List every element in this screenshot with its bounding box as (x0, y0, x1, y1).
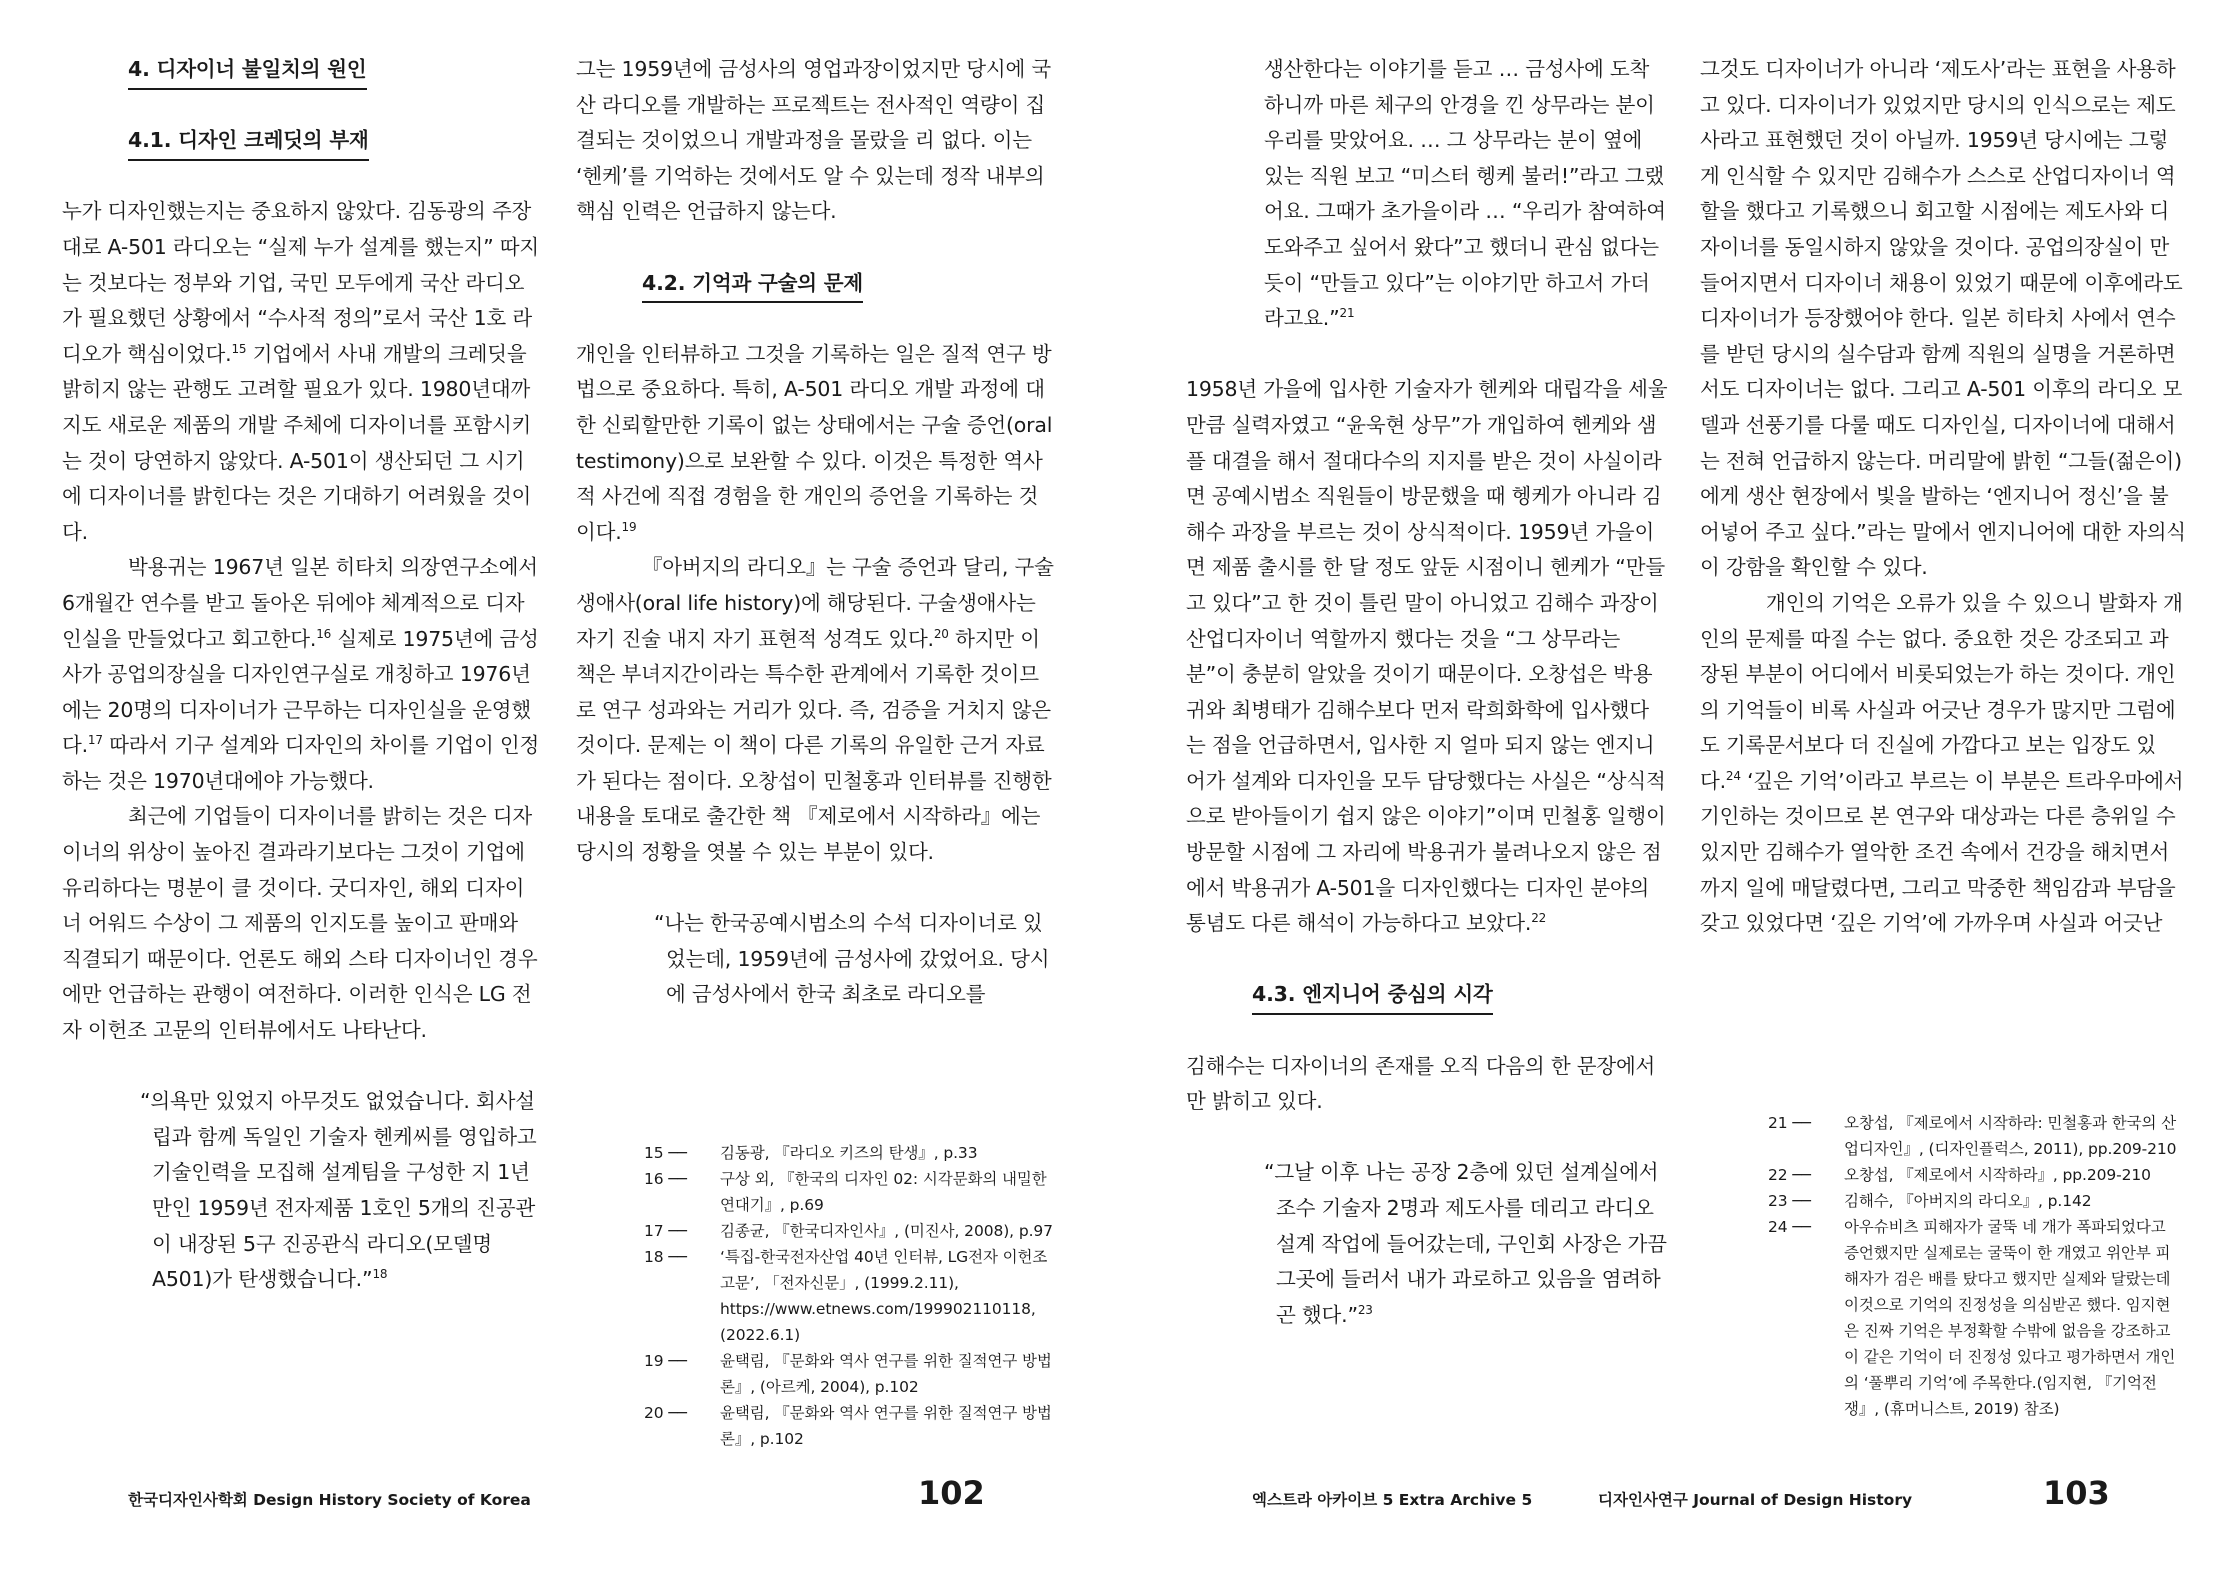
footnote: 18 ── ‘특집-한국전자산업 40년 인터뷰, LG전자 이헌조 고문’, 「전자신문」, (1999.2.11), https://www.etnews.com/199902110118, (2022.6.1) (644, 1248, 1048, 1344)
subsection-heading: 4.2. 기억과 구술의 문제 (642, 266, 863, 304)
paragraph: 누가 디자인했는지는 중요하지 않았다. 김동광의 주장대로 A-501 라디오는 “실제 누가 설계를 했는지” 따지는 것보다는 정부와 기업, 국민 모두에게 국산 라디오가 필요했던 상황에서 “수사적 정의”로서 국산 1호 라디오가 핵심이었다.$^{15}$ 기업에서 사내 개발의 크레딧을 밝히지 않는 관행도 고려할 필요가 있다. 1980년대까지도 새로운 제품의 개발 주체에 디자이너를 포함시키는 것이 당연하지 않았다. A-501이 생산되던 그 시기에 디자이너를 밝힌다는 것은 기대하기 어려웠을 것이다. (62, 199, 540, 544)
footnote: 21 ── 오창섭, 『제로에서 시작하라: 민철홍과 한국의 산업디자인』, (디자인플럭스, 2011), pp.209-210 (1768, 1114, 2177, 1158)
page-number-left: 102 (918, 1474, 985, 1512)
paragraph: 김해수는 디자이너의 존재를 오직 다음의 한 문장에서만 밝히고 있다. (1186, 1053, 1656, 1114)
footnote: 24 ── 아우슈비츠 피해자가 굴뚝 네 개가 폭파되었다고 증언했지만 실제로는 굴뚝이 한 개였고 위안부 피해자가 검은 배를 탔다고 했지만 실제와 달랐는데 이것으로 기억의 진정성을 의심받곤 했다. 임지현은 진짜 기억은 부정확할 수밖에 없음을 강조하고 이 같은 기억이 더 진정성 있다고 평가하면서 개인의 ‘풀뿌리 기억’에 주목한다.(임지현, 『기억전쟁』, (휴머니스트, 2019) 참조) (1768, 1218, 2176, 1418)
footnotes-left (644, 1140, 1054, 1452)
footnote: 16 ── 구상 외, 『한국의 디자인 02: 시각문화의 내밀한 연대기』, p.69 (644, 1170, 1047, 1214)
paragraph: 최근에 기업들이 디자이너를 밝히는 것은 디자이너의 위상이 높아진 결과라기보다는 그것이 기업에 유리하다는 명분이 클 것이다. 굿디자인, 해외 디자이너 어워드 수상이 그 제품의 인지도를 높이고 판매와 직결되기 때문이다. 언론도 해외 스타 디자이너인 경우에만 언급하는 관행이 여전하다. 이러한 인식은 LG 전자 이헌조 고문의 인터뷰에서도 나타난다. (62, 804, 538, 1043)
paragraph: 박용귀는 1967년 일본 히타치 의장연구소에서 6개월간 연수를 받고 돌아온 뒤에야 체계적으로 디자인실을 만들었다고 회고한다.$^{16}$ 실제로 1975년에 금성사가 공업의장실을 디자인연구실로 개칭하고 1976년에는 20명의 디자이너가 근무하는 디자인실을 운영했다.$^{17}$ 따라서 기구 설계와 디자인의 차이를 기업이 인정하는 것은 1970년대에야 가능했다. (62, 555, 540, 793)
footer-mid-label: 엑스트라 아카이브 5 Extra Archive 5 (1252, 1491, 1533, 1509)
paragraph: 그것도 디자이너가 아니라 ‘제도사’라는 표현을 사용하고 있다. 디자이너가 있었지만 당시의 인식으로는 제도사라고 표현했던 것이 아닐까. 1959년 당시에는 그렇게 인식할 수 있지만 김해수가 스스로 산업디자이너 역할을 했다고 기록했으니 회고할 시점에는 제도사와 디자이너를 동일시하지 않았을 것이다. 공업의장실이 만들어지면서 디자이너 채용이 있었기 때문에 이후에라도 디자이너가 등장했어야 한다. 일본 히타치 사에서 연수를 받던 당시의 실수담과 함께 직원의 실명을 거론하면서도 디자이너는 없다. 그리고 A-501 이후의 라디오 모델과 선풍기를 다룰 때도 디자인실, 디자이너에 대해서는 전혀 언급하지 않는다. 머리말에 밝힌 “그들(젊은이)에게 생산 현장에서 빛을 발하는 ‘엔지니어 정신’을 불어넣어 주고 싶다.”라는 말에서 엔지니어에 대한 자의식이 강함을 확인할 수 있다. (1700, 57, 2186, 580)
footnote: 22 ── 오창섭, 『제로에서 시작하라』, pp.209-210 (1768, 1166, 2151, 1184)
footer-right-label: 디자인사연구 Journal of Design History (1598, 1491, 1913, 1509)
footnote: 15 ── 김동광, 『라디오 키즈의 탄생』, p.33 (644, 1144, 978, 1162)
paragraph: 개인을 인터뷰하고 그것을 기록하는 일은 질적 연구 방법으로 중요하다. 특히, A-501 라디오 개발 과정에 대한 신뢰할만한 기록이 없는 상태에서는 구술 증언(oral testimony)으로 보완할 수 있다. 이것은 특정한 역사적 사건에 직접 경험을 한 개인의 증언을 기록하는 것이다.$^{19}$ (576, 341, 1053, 544)
subsection-heading: 4.3. 엔지니어 중심의 시각 (1252, 977, 1493, 1015)
footnote: 17 ── 김종균, 『한국디자인사』, (미진사, 2008), p.97 (644, 1222, 1053, 1240)
column-1 (62, 52, 542, 1298)
page-number-right: 103 (2043, 1474, 2110, 1512)
block-quote-continued: 생산한다는 이야기를 듣고 … 금성사에 도착하니까 마른 체구의 안경을 낀 상무라는 분이 우리를 맞았어요. … 그 상무라는 분이 옆에 있는 직원 보고 “미스터 헹케 불러!”라고 그랬어요. 그때가 초가을이라 … “우리가 참여하여 도와주고 싶어서 왔다”고 했더니 관심 없다는 듯이 “만들고 있다”는 이야기만 하고서 가더라고요.”$^{21}$ (1264, 57, 1666, 331)
block-quote: “나는 한국공예시범소의 수석 디자이너로 있었는데, 1959년에 금성사에 갔었어요. 당시에 금성사에서 한국 최초로 라디오를 (654, 911, 1050, 1007)
footnotes-right (1768, 1110, 2178, 1422)
subsection-heading: 4.1. 디자인 크레딧의 부재 (128, 123, 369, 161)
footnote: 20 ── 윤택림, 『문화와 역사 연구를 위한 질적연구 방법론』, p.102 (644, 1404, 1052, 1448)
section-heading: 4. 디자이너 불일치의 원인 (128, 52, 367, 90)
block-quote: “그날 이후 나는 공장 2층에 있던 설계실에서 조수 기술자 2명과 제도사를 데리고 라디오 설계 작업에 들어갔는데, 구인회 사장은 가끔 그곳에 들러서 내가 과로하고 있음을 염려하곤 했다.”$^{23}$ (1264, 1160, 1667, 1327)
paragraph: 그는 1959년에 금성사의 영업과장이었지만 당시에 국산 라디오를 개발하는 프로젝트는 전사적인 역량이 집결되는 것이었으니 개발과정을 몰랐을 리 없다. 이는 ‘헨케’를 기억하는 것에서도 알 수 있는데 정작 내부의 핵심 인력은 언급하지 않는다. (576, 57, 1052, 224)
block-quote: “의욕만 있었지 아무것도 없었습니다. 회사설립과 함께 독일인 기술자 헨케씨를 영입하고 기술인력을 모집해 설계팀을 구성한 지 1년 만인 1959년 전자제품 1호인 5개의 진공관이 내장된 5구 진공관식 라디오(모델명 A501)가 탄생했습니다.”$^{18}$ (140, 1089, 537, 1292)
footnote: 23 ── 김해수, 『아버지의 라디오』, p.142 (1768, 1192, 2092, 1210)
column-3 (1186, 52, 1668, 1333)
paragraph: 개인의 기억은 오류가 있을 수 있으니 발화자 개인의 문제를 따질 수는 없다. 중요한 것은 강조되고 과장된 부분이 어디에서 비롯되었는가 하는 것이다. 개인의 기억들이 비록 사실과 어긋난 경우가 많지만 그럼에도 기록문서보다 더 진실에 가깝다고 보는 입장도 있다.$^{24}$ ‘깊은 기억’이라고 부르는 이 부분은 트라우마에서 기인하는 것이므로 본 연구와 대상과는 다른 층위일 수 있지만 김해수가 열악한 조건 속에서 건강을 해치면서까지 일에 매달렸다면, 그리고 막중한 책임감과 부담을 갖고 있었다면 ‘깊은 기억’에 가까우며 사실과 어긋난 (1700, 590, 2184, 936)
paragraph: 『아버지의 라디오』는 구술 증언과 달리, 구술생애사(oral life history)에 해당된다. 구술생애사는 자기 진술 내지 자기 표현적 성격도 있다.$^{20}$ 하지만 이 책은 부녀지간이라는 특수한 관계에서 기록한 것이므로 연구 성과와는 거리가 있다. 즉, 검증을 거치지 않은 것이다. 문제는 이 책이 다른 기록의 유일한 근거 자료가 된다는 점이다. 오창섭이 민철홍과 인터뷰를 진행한 내용을 토대로 출간한 책 『제로에서 시작하라』에는 당시의 정황을 엿볼 수 있는 부분이 있다. (576, 555, 1054, 865)
footnote: 19 ── 윤택림, 『문화와 역사 연구를 위한 질적연구 방법론』, (아르케, 2004), p.102 (644, 1352, 1052, 1396)
footer-left-label: 한국디자인사학회 Design History Society of Korea (128, 1491, 531, 1509)
paragraph: 1958년 가을에 입사한 기술자가 헨케와 대립각을 세울 만큼 실력자였고 “윤욱현 상무”가 개입하여 헨케와 샘플 대결을 해서 절대다수의 지지를 받은 것이 사실이라면 공예시범소 직원들이 방문했을 때 헹케가 아니라 김해수 과장을 부르는 것이 상식적이다. 1959년 가을이면 제품 출시를 한 달 정도 앞둔 시점이니 헨케가 “만들고 있다”고 한 것이 틀린 말이 아니었고 김해수 과장이 산업디자이너 역할까지 했다는 것을 “그 상무라는 분”이 충분히 알았을 것이기 때문이다. 오창섭은 박용귀와 최병태가 김해수보다 먼저 락희화학에 입사했다는 점을 언급하면서, 입사한 지 얼마 되지 않는 엔지니어가 설계와 디자인을 모두 담당했다는 사실은 “상식적으로 받아들이기 쉽지 않은 이야기”이며 민철홍 일행이 방문할 시점에 그 자리에 박용귀가 불려나오지 않은 점에서 박용귀가 A-501을 디자인했다는 디자인 분야의 통념도 다른 해석이 가능하다고 보았다.$^{22}$ (1186, 377, 1668, 936)
column-2 (576, 52, 1056, 1013)
column-4 (1700, 52, 2186, 942)
